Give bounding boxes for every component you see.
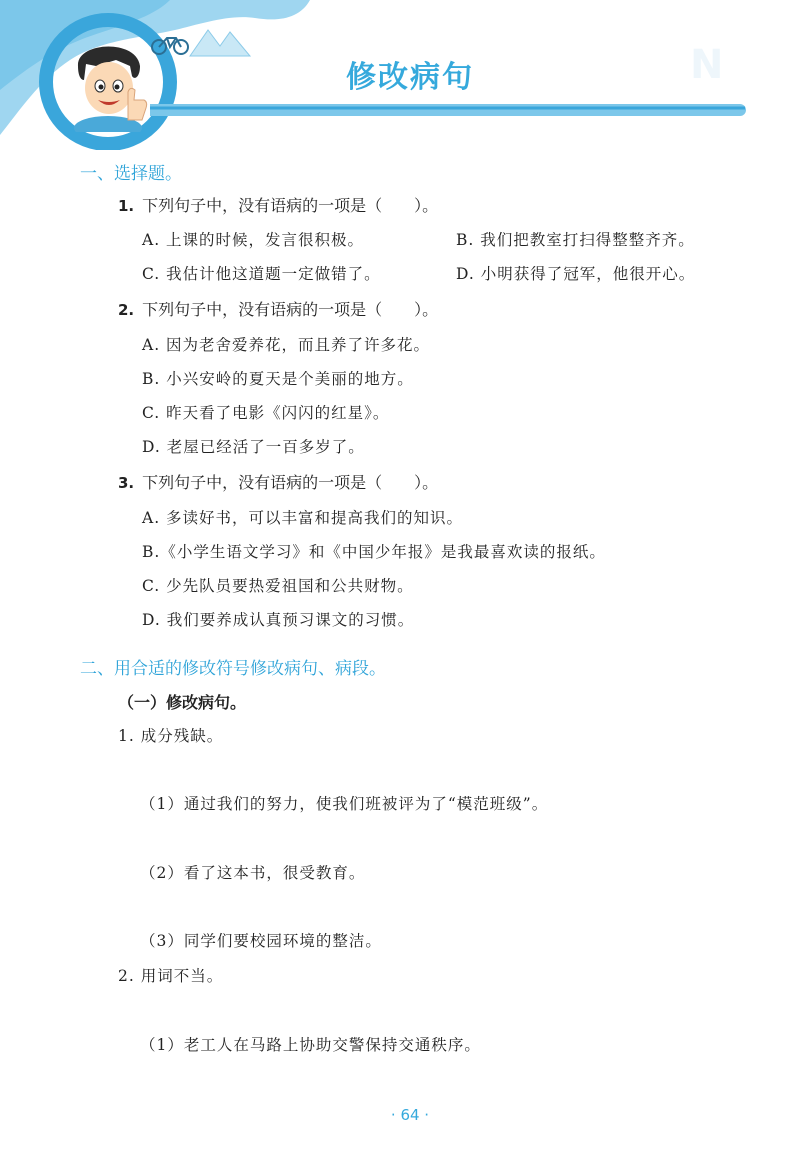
option-3a: A. 多读好书，可以丰富和提高我们的知识。 bbox=[142, 509, 464, 527]
option-3c: C. 少先队员要热爱祖国和公共财物。 bbox=[142, 577, 414, 595]
sentence-1-3: （3）同学们要校园环境的整洁。 bbox=[140, 932, 382, 950]
option-2c: C. 昨天看了电影《闪闪的红星》。 bbox=[142, 404, 390, 422]
question-number: 3. bbox=[118, 474, 135, 492]
page-title: 修改病句 bbox=[346, 60, 474, 95]
subsection-title: （一）修改病句。 bbox=[118, 693, 247, 712]
boy-thumbs-up-illustration bbox=[56, 36, 160, 132]
question-3 bbox=[118, 470, 438, 493]
group-1-label: 1. 成分残缺。 bbox=[118, 727, 224, 745]
option-2a: A. 因为老舍爱养花，而且养了许多花。 bbox=[142, 336, 431, 354]
sentence-2-1: （1）老工人在马路上协助交警保持交通秩序。 bbox=[140, 1036, 481, 1054]
page-number: · 64 · bbox=[390, 1106, 430, 1124]
question-number: 1. bbox=[118, 197, 135, 215]
section-1-title: 一、选择题。 bbox=[80, 164, 182, 184]
option-1b: B. 我们把教室打扫得整整齐齐。 bbox=[456, 231, 695, 249]
option-3d: D. 我们要养成认真预习课文的习惯。 bbox=[142, 611, 415, 629]
question-number: 2. bbox=[118, 301, 135, 319]
sentence-1-1: （1）通过我们的努力，使我们班被评为了“模范班级”。 bbox=[140, 795, 549, 813]
sentence-1-2: （2）看了这本书，很受教育。 bbox=[140, 864, 366, 882]
svg-text:N: N bbox=[690, 42, 724, 88]
option-3b: B.《小学生语文学习》和《中国少年报》是我最喜欢读的报纸。 bbox=[142, 543, 606, 561]
question-1 bbox=[118, 193, 438, 216]
question-stem: 下列句子中，没有语病的一项是（ ）。 bbox=[142, 473, 439, 492]
question-stem: 下列句子中，没有语病的一项是（ ）。 bbox=[142, 196, 439, 215]
option-2d: D. 老屋已经活了一百多岁了。 bbox=[142, 438, 365, 456]
option-1a: A. 上课的时候，发言很积极。 bbox=[142, 231, 365, 249]
question-stem: 下列句子中，没有语病的一项是（ ）。 bbox=[142, 300, 439, 319]
section-2-title: 二、用合适的修改符号修改病句、病段。 bbox=[80, 659, 386, 679]
group-2-label: 2. 用词不当。 bbox=[118, 967, 224, 985]
question-2 bbox=[118, 297, 438, 320]
option-2b: B. 小兴安岭的夏天是个美丽的地方。 bbox=[142, 370, 414, 388]
option-1c: C. 我估计他这道题一定做错了。 bbox=[142, 265, 381, 283]
option-1d: D. 小明获得了冠军，他很开心。 bbox=[456, 265, 696, 283]
